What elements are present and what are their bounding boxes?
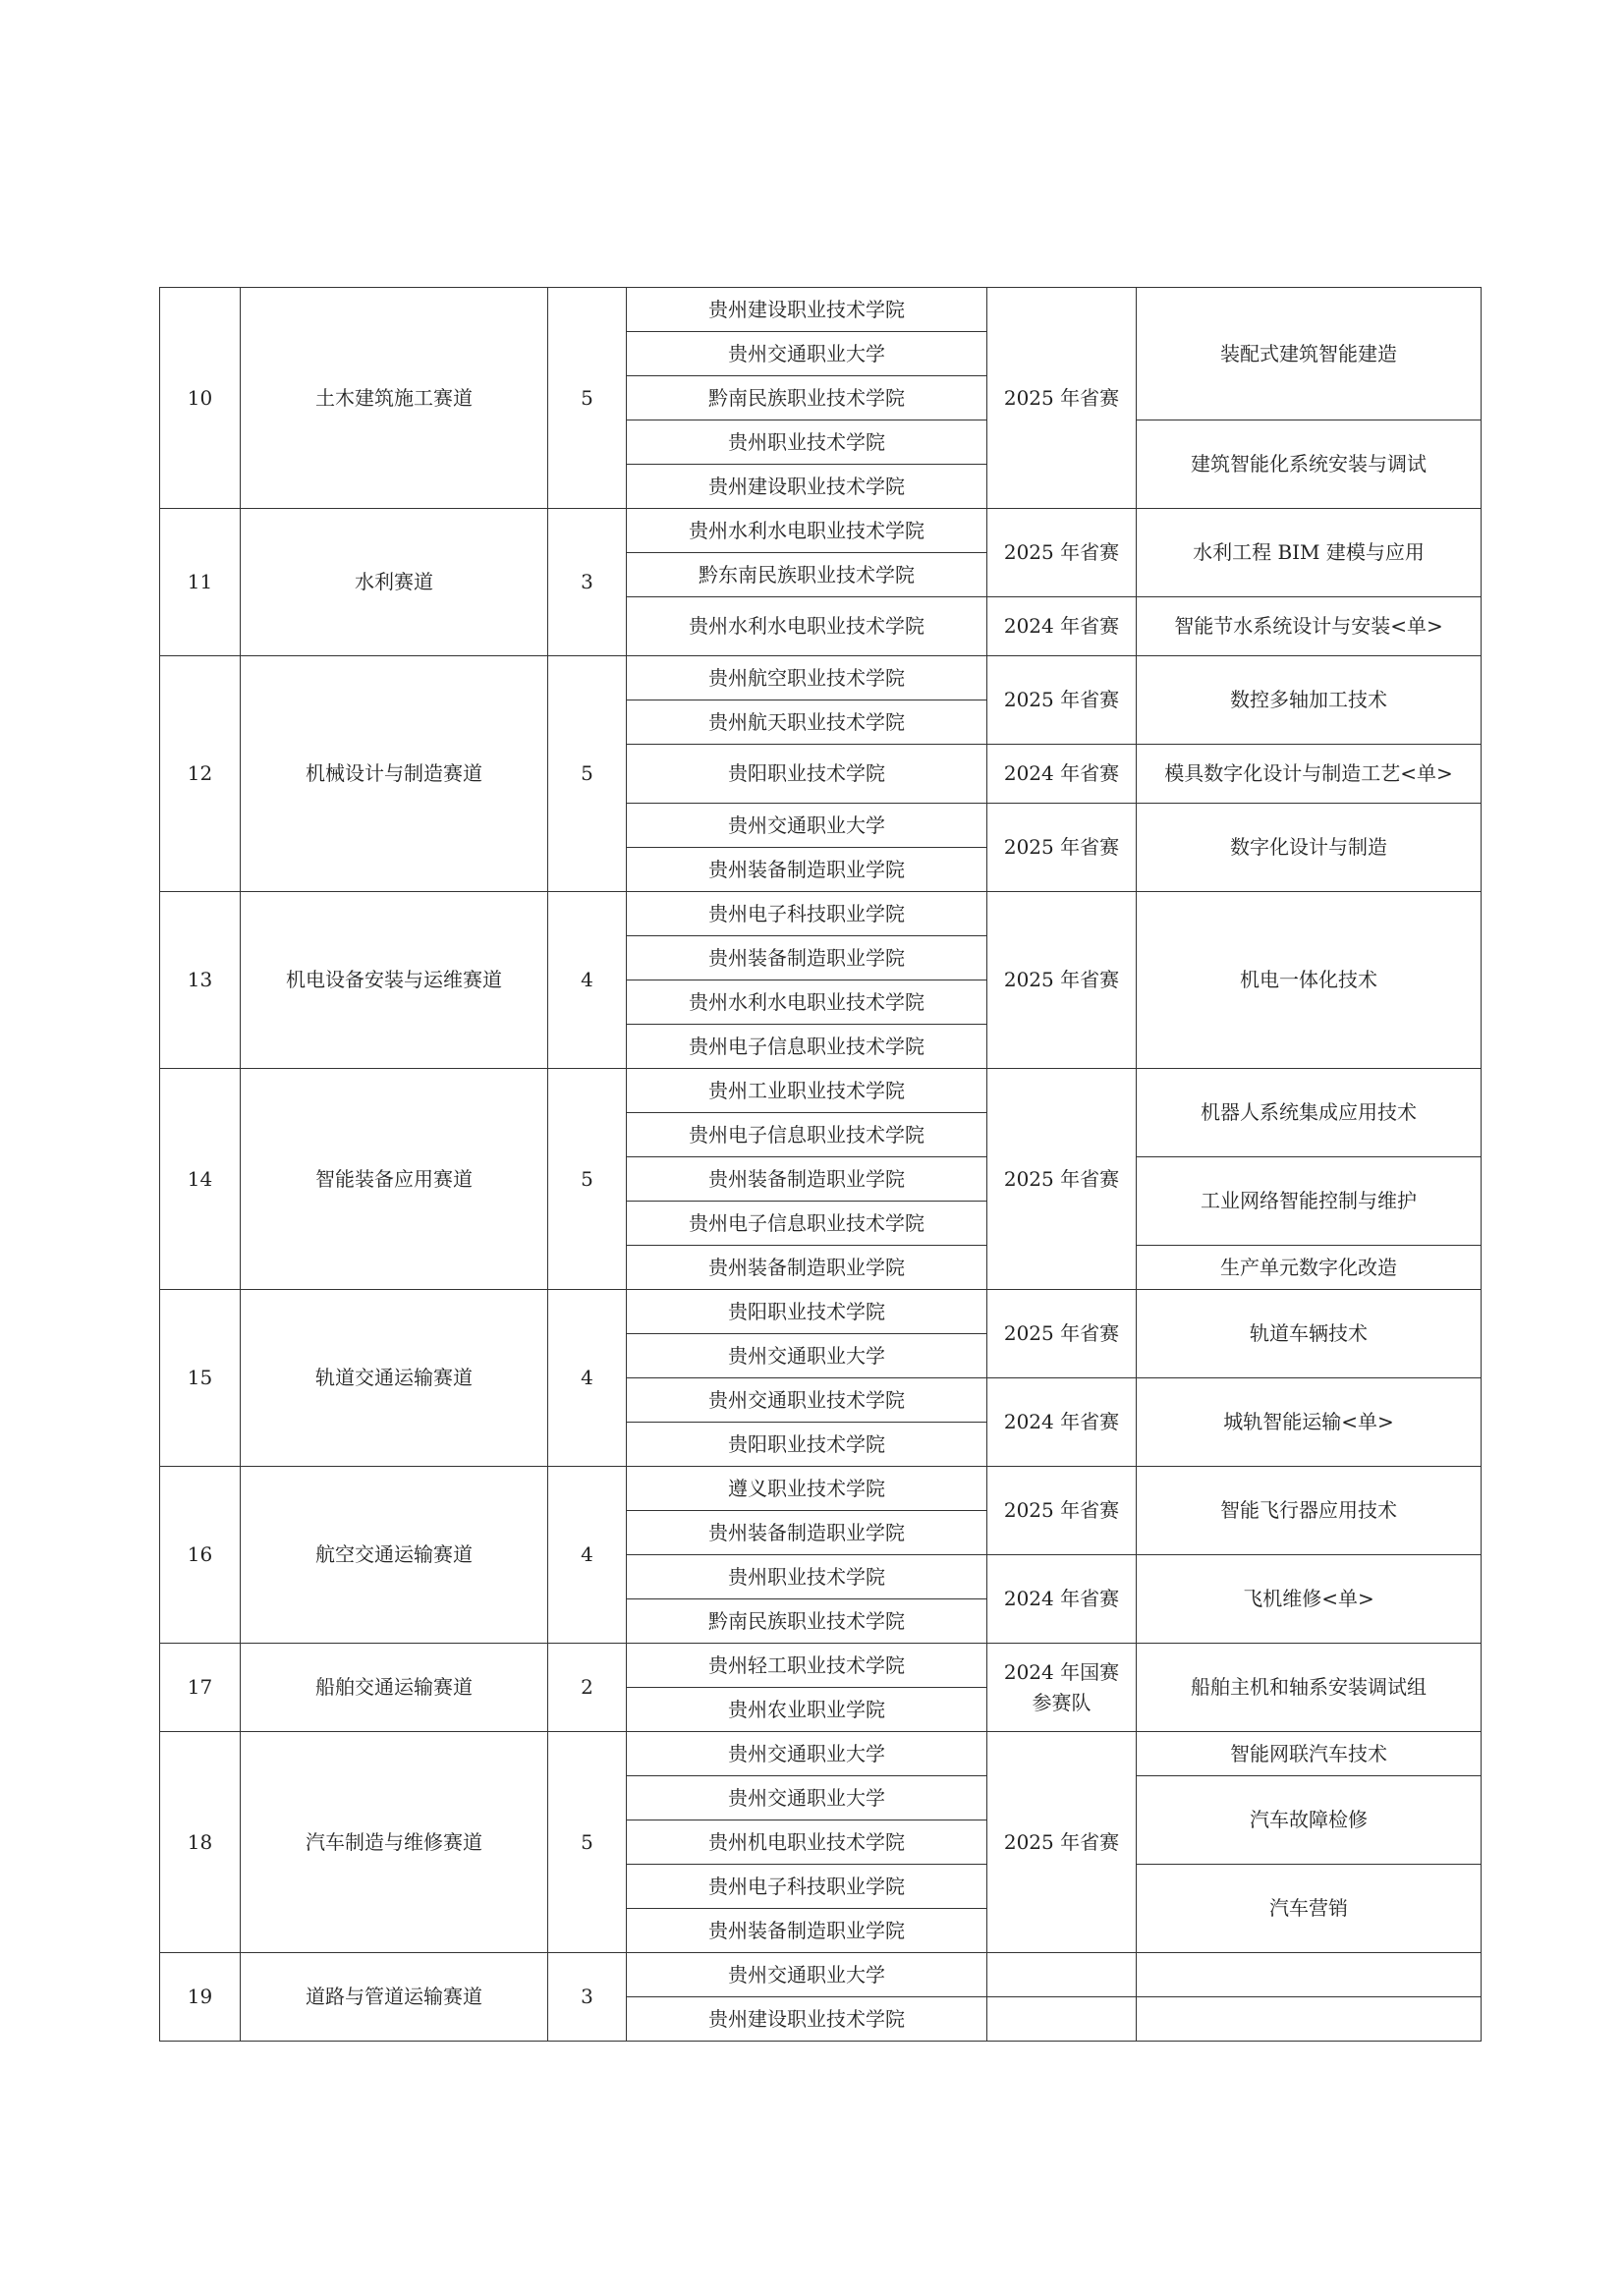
school-cell: 贵州机电职业技术学院 [627, 1820, 987, 1865]
competition-cell: 2024 年省赛 [987, 1555, 1137, 1644]
track-name: 机电设备安装与运维赛道 [241, 892, 548, 1069]
school-cell: 贵州装备制造职业学院 [627, 1246, 987, 1290]
project-cell: 智能飞行器应用技术 [1137, 1467, 1482, 1555]
competition-cell: 2024 年省赛 [987, 1378, 1137, 1467]
track-number: 19 [160, 1953, 241, 2042]
school-count: 5 [548, 288, 627, 509]
school-cell: 贵阳职业技术学院 [627, 1423, 987, 1467]
competition-line: 参赛队 [1032, 1690, 1092, 1714]
project-cell: 工业网络智能控制与维护 [1137, 1157, 1482, 1246]
track-number: 17 [160, 1644, 241, 1732]
project-cell: 智能节水系统设计与安装<单> [1137, 597, 1482, 656]
school-cell: 贵州电子科技职业学院 [627, 1865, 987, 1909]
school-cell: 贵州装备制造职业学院 [627, 848, 987, 892]
track-number: 15 [160, 1290, 241, 1467]
competition-cell: 2025 年省赛 [987, 509, 1137, 597]
track-name: 智能装备应用赛道 [241, 1069, 548, 1290]
school-cell: 贵州职业技术学院 [627, 1555, 987, 1599]
school-count: 4 [548, 1467, 627, 1644]
school-count: 5 [548, 1069, 627, 1290]
school-cell: 黔东南民族职业技术学院 [627, 553, 987, 597]
school-cell: 贵州交通职业大学 [627, 332, 987, 376]
school-count: 3 [548, 1953, 627, 2042]
competition-cell [987, 1953, 1137, 1997]
school-cell: 贵州电子信息职业技术学院 [627, 1202, 987, 1246]
school-count: 2 [548, 1644, 627, 1732]
school-cell: 贵州交通职业大学 [627, 1334, 987, 1378]
competition-cell: 2025 年省赛 [987, 288, 1137, 509]
track-name: 水利赛道 [241, 509, 548, 656]
project-cell: 建筑智能化系统安装与调试 [1137, 420, 1482, 509]
project-cell: 生产单元数字化改造 [1137, 1246, 1482, 1290]
school-cell: 贵州交通职业大学 [627, 1776, 987, 1820]
school-cell: 贵州装备制造职业学院 [627, 1157, 987, 1202]
track-number: 13 [160, 892, 241, 1069]
project-cell: 水利工程 BIM 建模与应用 [1137, 509, 1482, 597]
project-cell [1137, 1953, 1482, 1997]
project-cell: 汽车故障检修 [1137, 1776, 1482, 1865]
school-count: 4 [548, 1290, 627, 1467]
project-cell: 城轨智能运输<单> [1137, 1378, 1482, 1467]
competition-cell [987, 1644, 1137, 1732]
track-number: 16 [160, 1467, 241, 1644]
school-count: 5 [548, 656, 627, 892]
project-cell: 船舶主机和轴系安装调试组 [1137, 1644, 1482, 1732]
project-cell: 数控多轴加工技术 [1137, 656, 1482, 745]
project-cell: 飞机维修<单> [1137, 1555, 1482, 1644]
school-cell: 贵州电子信息职业技术学院 [627, 1025, 987, 1069]
project-cell: 汽车营销 [1137, 1865, 1482, 1953]
school-cell: 贵州电子科技职业学院 [627, 892, 987, 936]
project-cell: 轨道车辆技术 [1137, 1290, 1482, 1378]
school-count: 3 [548, 509, 627, 656]
track-name: 机械设计与制造赛道 [241, 656, 548, 892]
competition-cell: 2025 年省赛 [987, 656, 1137, 745]
project-cell: 智能网联汽车技术 [1137, 1732, 1482, 1776]
school-cell: 贵阳职业技术学院 [627, 745, 987, 804]
school-cell: 贵州交通职业技术学院 [627, 1378, 987, 1423]
track-name: 汽车制造与维修赛道 [241, 1732, 548, 1953]
competition-cell: 2025 年省赛 [987, 892, 1137, 1069]
track-name: 道路与管道运输赛道 [241, 1953, 548, 2042]
school-cell: 贵州航天职业技术学院 [627, 700, 987, 745]
school-cell: 黔南民族职业技术学院 [627, 1599, 987, 1644]
track-number: 14 [160, 1069, 241, 1290]
school-cell: 贵州交通职业大学 [627, 1953, 987, 1997]
school-cell: 贵州建设职业技术学院 [627, 1997, 987, 2042]
track-number: 18 [160, 1732, 241, 1953]
project-cell: 数字化设计与制造 [1137, 804, 1482, 892]
school-cell: 贵州航空职业技术学院 [627, 656, 987, 700]
competition-cell: 2025 年省赛 [987, 1290, 1137, 1378]
project-cell: 机器人系统集成应用技术 [1137, 1069, 1482, 1157]
school-cell: 遵义职业技术学院 [627, 1467, 987, 1511]
project-cell [1137, 1997, 1482, 2042]
school-cell: 贵州建设职业技术学院 [627, 288, 987, 332]
school-count: 4 [548, 892, 627, 1069]
project-cell: 模具数字化设计与制造工艺<单> [1137, 745, 1482, 804]
school-cell: 贵州交通职业大学 [627, 1732, 987, 1776]
competition-table [159, 287, 1482, 2042]
school-cell: 贵州建设职业技术学院 [627, 465, 987, 509]
school-cell: 贵州装备制造职业学院 [627, 936, 987, 980]
track-number: 10 [160, 288, 241, 509]
track-name: 航空交通运输赛道 [241, 1467, 548, 1644]
school-cell: 贵州农业职业学院 [627, 1688, 987, 1732]
competition-cell: 2025 年省赛 [987, 804, 1137, 892]
project-cell: 机电一体化技术 [1137, 892, 1482, 1069]
competition-line: 2024 年国赛 [1003, 1659, 1120, 1684]
school-cell: 贵州装备制造职业学院 [627, 1511, 987, 1555]
school-cell: 贵州水利水电职业技术学院 [627, 509, 987, 553]
track-name: 土木建筑施工赛道 [241, 288, 548, 509]
school-cell: 黔南民族职业技术学院 [627, 376, 987, 420]
competition-cell: 2025 年省赛 [987, 1467, 1137, 1555]
school-cell: 贵阳职业技术学院 [627, 1290, 987, 1334]
track-number: 12 [160, 656, 241, 892]
track-name: 轨道交通运输赛道 [241, 1290, 548, 1467]
competition-cell: 2025 年省赛 [987, 1732, 1137, 1953]
competition-cell: 2024 年省赛 [987, 597, 1137, 656]
competition-cell [987, 1997, 1137, 2042]
school-count: 5 [548, 1732, 627, 1953]
track-name: 船舶交通运输赛道 [241, 1644, 548, 1732]
school-cell: 贵州电子信息职业技术学院 [627, 1113, 987, 1157]
school-cell: 贵州职业技术学院 [627, 420, 987, 465]
competition-cell: 2025 年省赛 [987, 1069, 1137, 1290]
project-cell: 装配式建筑智能建造 [1137, 288, 1482, 420]
competition-cell: 2024 年省赛 [987, 745, 1137, 804]
track-number: 11 [160, 509, 241, 656]
school-cell: 贵州轻工职业技术学院 [627, 1644, 987, 1688]
school-cell: 贵州水利水电职业技术学院 [627, 597, 987, 656]
school-cell: 贵州工业职业技术学院 [627, 1069, 987, 1113]
school-cell: 贵州交通职业大学 [627, 804, 987, 848]
school-cell: 贵州装备制造职业学院 [627, 1909, 987, 1953]
school-cell: 贵州水利水电职业技术学院 [627, 980, 987, 1025]
